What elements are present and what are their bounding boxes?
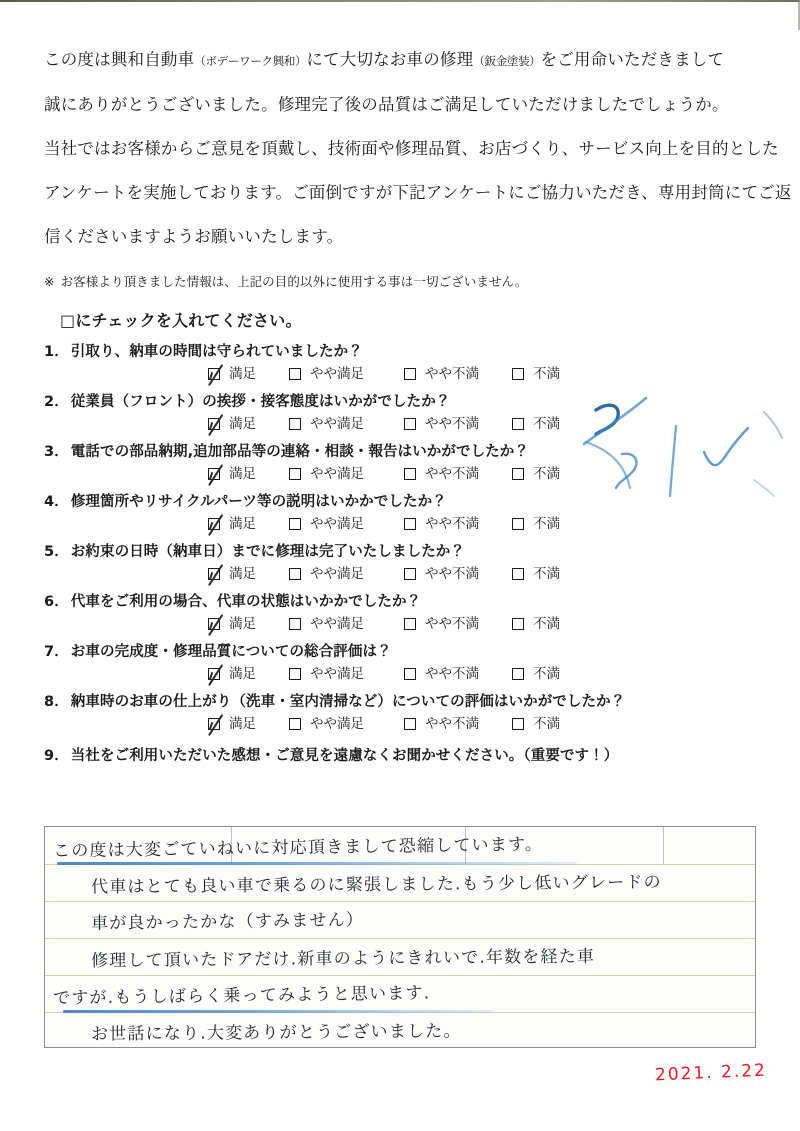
handwritten-line: 車が良かったかな（すみません） [90, 910, 365, 934]
intro-parenthetical: （ボデーワーク興和） [194, 54, 307, 68]
option-label: やや不満 [425, 616, 479, 632]
intro-paragraph [44, 38, 792, 259]
option-label: 満足 [229, 516, 256, 532]
option-1[interactable] [208, 614, 256, 634]
question-text [44, 492, 760, 512]
question-block [44, 642, 760, 690]
option-label: 満足 [229, 616, 256, 632]
intro-line [44, 38, 760, 83]
question-block [44, 692, 760, 740]
free-comment-box[interactable] [44, 826, 756, 1048]
question-block [44, 442, 760, 490]
option-2[interactable] [289, 714, 364, 734]
option-1[interactable] [208, 664, 256, 684]
option-4[interactable] [512, 614, 560, 634]
question-block [44, 392, 760, 440]
intro-text: 当社ではお客様からご意見を頂戴し、技術面や修理品質、お店づくり、サービス向上を目的とした [44, 139, 779, 158]
option-1[interactable] [208, 364, 256, 384]
question-block [44, 542, 760, 590]
option-3[interactable] [404, 564, 479, 584]
option-1[interactable] [208, 464, 256, 484]
option-row [44, 364, 760, 390]
checkbox[interactable] [512, 368, 524, 380]
option-4[interactable] [512, 414, 560, 434]
scan-edge-top [0, 0, 800, 2]
checkbox[interactable] [404, 568, 416, 580]
option-label: 満足 [229, 716, 256, 732]
question-label: お約束の日時（納車日）までに修理は完了いたしましたか？ [70, 544, 465, 560]
option-3[interactable] [404, 414, 479, 434]
checkbox-checked[interactable] [208, 368, 220, 380]
question-label: 引取り、納車の時間は守られていましたか？ [70, 344, 363, 360]
option-1[interactable] [208, 414, 256, 434]
option-label: やや不満 [425, 416, 479, 432]
option-label: やや満足 [310, 616, 364, 632]
checkbox[interactable] [289, 468, 301, 480]
handwritten-line: この度は大変ごていねいに対応頂きまして恐縮しています。 [52, 834, 544, 862]
option-row [44, 464, 760, 490]
option-label: 不満 [533, 716, 560, 732]
checkbox[interactable] [512, 518, 524, 530]
option-label: やや不満 [425, 466, 479, 482]
question-number: 5． [44, 544, 69, 560]
option-label: 不満 [533, 416, 560, 432]
question-text [44, 342, 760, 362]
question-label: 修理箇所やリサイクルパーツ等の説明はいかかでしたか？ [70, 494, 447, 510]
question-label: お車の完成度・修理品質についての総合評価は？ [70, 644, 392, 660]
question-number: 3． [44, 444, 69, 460]
option-2[interactable] [289, 464, 364, 484]
option-4[interactable] [512, 564, 560, 584]
checkbox[interactable] [289, 668, 301, 680]
question-block [44, 342, 760, 390]
note-text: お客様より頂きました情報は、上記の目的以外に使用する事は一切ございません。 [60, 274, 528, 289]
option-1[interactable] [208, 564, 256, 584]
checkbox[interactable] [289, 568, 301, 580]
checkbox-checked[interactable] [208, 618, 220, 630]
question-label: 当社をご利用いただいた感想・ご意見を遠慮なくお聞かせください。（重要です！） [70, 748, 619, 764]
intro-line [44, 83, 760, 127]
checkbox[interactable] [404, 618, 416, 630]
option-label: 不満 [533, 466, 560, 482]
date-stamp: 2021. 2.22 [654, 1060, 768, 1086]
option-4[interactable] [512, 364, 560, 384]
option-label: やや満足 [310, 466, 364, 482]
question-text [44, 542, 760, 562]
checkbox-checked[interactable] [208, 518, 220, 530]
intro-line [44, 127, 779, 171]
handwritten-line: お世話になり.大変ありがとうございました。 [90, 1021, 462, 1045]
ruled-line [45, 901, 756, 902]
intro-text: にて大切なお車の修理 [306, 50, 474, 69]
option-2[interactable] [289, 414, 364, 434]
option-2[interactable] [289, 514, 364, 534]
checkbox[interactable] [289, 368, 301, 380]
option-label: 不満 [533, 366, 560, 382]
option-1[interactable] [208, 514, 256, 534]
checkbox[interactable] [512, 468, 524, 480]
option-2[interactable] [289, 664, 364, 684]
checkbox[interactable] [404, 368, 416, 380]
option-label: やや満足 [310, 716, 364, 732]
option-label: 満足 [229, 466, 256, 482]
checkbox[interactable] [512, 568, 524, 580]
intro-text: アンケートを実施しております。ご面倒ですが下記アンケートにご協力いただき、専用封筒にてご返 [44, 183, 792, 202]
note-mark: ※ [44, 274, 55, 289]
option-4[interactable] [512, 464, 560, 484]
checkbox-checked[interactable] [208, 568, 220, 580]
checkbox[interactable] [512, 718, 524, 730]
option-4[interactable] [512, 714, 560, 734]
option-4[interactable] [512, 514, 560, 534]
question-block [44, 592, 760, 640]
blue-underline [63, 1010, 493, 1013]
question-list [44, 342, 760, 766]
checkbox[interactable] [289, 518, 301, 530]
privacy-note [44, 272, 528, 290]
handwritten-line: ですが.もうしばらく乗ってみようと思います. [52, 983, 431, 1009]
question-text [44, 592, 760, 612]
option-label: やや不満 [425, 366, 479, 382]
option-3[interactable] [404, 614, 479, 634]
intro-text: この度は興和自動車 [44, 50, 195, 69]
intro-parenthetical: （鈑金塗装） [473, 54, 541, 68]
option-row [44, 714, 760, 740]
option-label: やや満足 [310, 566, 364, 582]
option-label: 不満 [533, 666, 560, 682]
question-number: 9． [44, 748, 69, 764]
question-label: 電話での部品納期,追加部品等の連絡・相談・報告はいかがでしたか？ [70, 444, 530, 460]
checkbox[interactable] [404, 718, 416, 730]
question-number: 2． [44, 394, 69, 410]
option-row [44, 614, 760, 640]
grid-divider [663, 827, 664, 864]
checkbox[interactable] [404, 468, 416, 480]
option-3[interactable] [404, 514, 479, 534]
blue-underline [57, 862, 577, 865]
option-row [44, 414, 760, 440]
checkbox[interactable] [512, 418, 524, 430]
option-label: やや満足 [310, 516, 364, 532]
option-3[interactable] [404, 714, 479, 734]
intro-line [44, 215, 760, 259]
option-label: やや不満 [425, 666, 479, 682]
question-text [44, 692, 760, 712]
question-number: 4． [44, 494, 69, 510]
question-number: 7． [44, 644, 69, 660]
checkbox[interactable] [512, 668, 524, 680]
intro-text: をご用命いただきまして [540, 50, 725, 69]
option-4[interactable] [512, 664, 560, 684]
checkbox-instruction: □にチェックを入れてください。 [60, 311, 302, 330]
ruled-line [45, 975, 756, 976]
checkbox[interactable] [512, 618, 524, 630]
option-row [44, 514, 760, 540]
option-label: 不満 [533, 516, 560, 532]
checkbox[interactable] [404, 668, 416, 680]
checkbox[interactable] [289, 418, 301, 430]
checkbox[interactable] [404, 418, 416, 430]
checkbox[interactable] [289, 618, 301, 630]
option-label: 満足 [229, 666, 256, 682]
question-label: 従業員（フロント）の挨拶・接客態度はいかがでしたか？ [70, 394, 451, 410]
option-1[interactable] [208, 714, 256, 734]
option-label: 不満 [533, 616, 560, 632]
option-label: 満足 [229, 366, 256, 382]
checkbox[interactable] [404, 518, 416, 530]
checkbox-checked[interactable] [208, 418, 220, 430]
option-label: 不満 [533, 566, 560, 582]
checkbox-checked[interactable] [208, 468, 220, 480]
option-2[interactable] [289, 564, 364, 584]
intro-line [44, 171, 792, 215]
question-text [44, 442, 760, 462]
option-label: やや不満 [425, 516, 479, 532]
option-label: 満足 [229, 566, 256, 582]
option-3[interactable] [404, 664, 479, 684]
question-number: 1． [44, 344, 69, 360]
option-label: やや満足 [310, 666, 364, 682]
handwritten-line: 代車はとても良い車で乗るのに緊張しました.もう少し低いグレードの [90, 872, 662, 898]
option-row [44, 564, 760, 590]
intro-text: 誠にありがとうございました。修理完了後の品質はご満足していただけましたでしょうか。 [44, 95, 729, 114]
question-number: 8． [44, 694, 69, 710]
checkbox-checked[interactable] [208, 668, 220, 680]
option-label: やや満足 [310, 416, 364, 432]
option-2[interactable] [289, 364, 364, 384]
intro-text: 信くださいますようお願いいたします。 [44, 227, 344, 246]
free-comment-prompt [44, 746, 760, 766]
option-label: やや不満 [425, 716, 479, 732]
checkbox[interactable] [289, 718, 301, 730]
option-label: やや満足 [310, 366, 364, 382]
question-label: 納車時のお車の仕上がり（洗車・室内清掃など）についての評価はいかがでしたか？ [70, 694, 626, 710]
option-label: やや不満 [425, 566, 479, 582]
question-number: 6． [44, 594, 69, 610]
option-label: 満足 [229, 416, 256, 432]
question-text [44, 642, 760, 662]
checkbox-checked[interactable] [208, 718, 220, 730]
option-row [44, 664, 760, 690]
handwritten-line: 修理して頂いたドアだけ.新車のようにきれいで.年数を経た車 [90, 946, 596, 972]
option-3[interactable] [404, 464, 479, 484]
option-2[interactable] [289, 614, 364, 634]
option-3[interactable] [404, 364, 479, 384]
question-label: 代車をご利用の場合、代車の状態はいかかでしたか？ [70, 594, 422, 610]
question-text [44, 392, 760, 412]
question-block [44, 492, 760, 540]
ruled-line [45, 938, 756, 939]
